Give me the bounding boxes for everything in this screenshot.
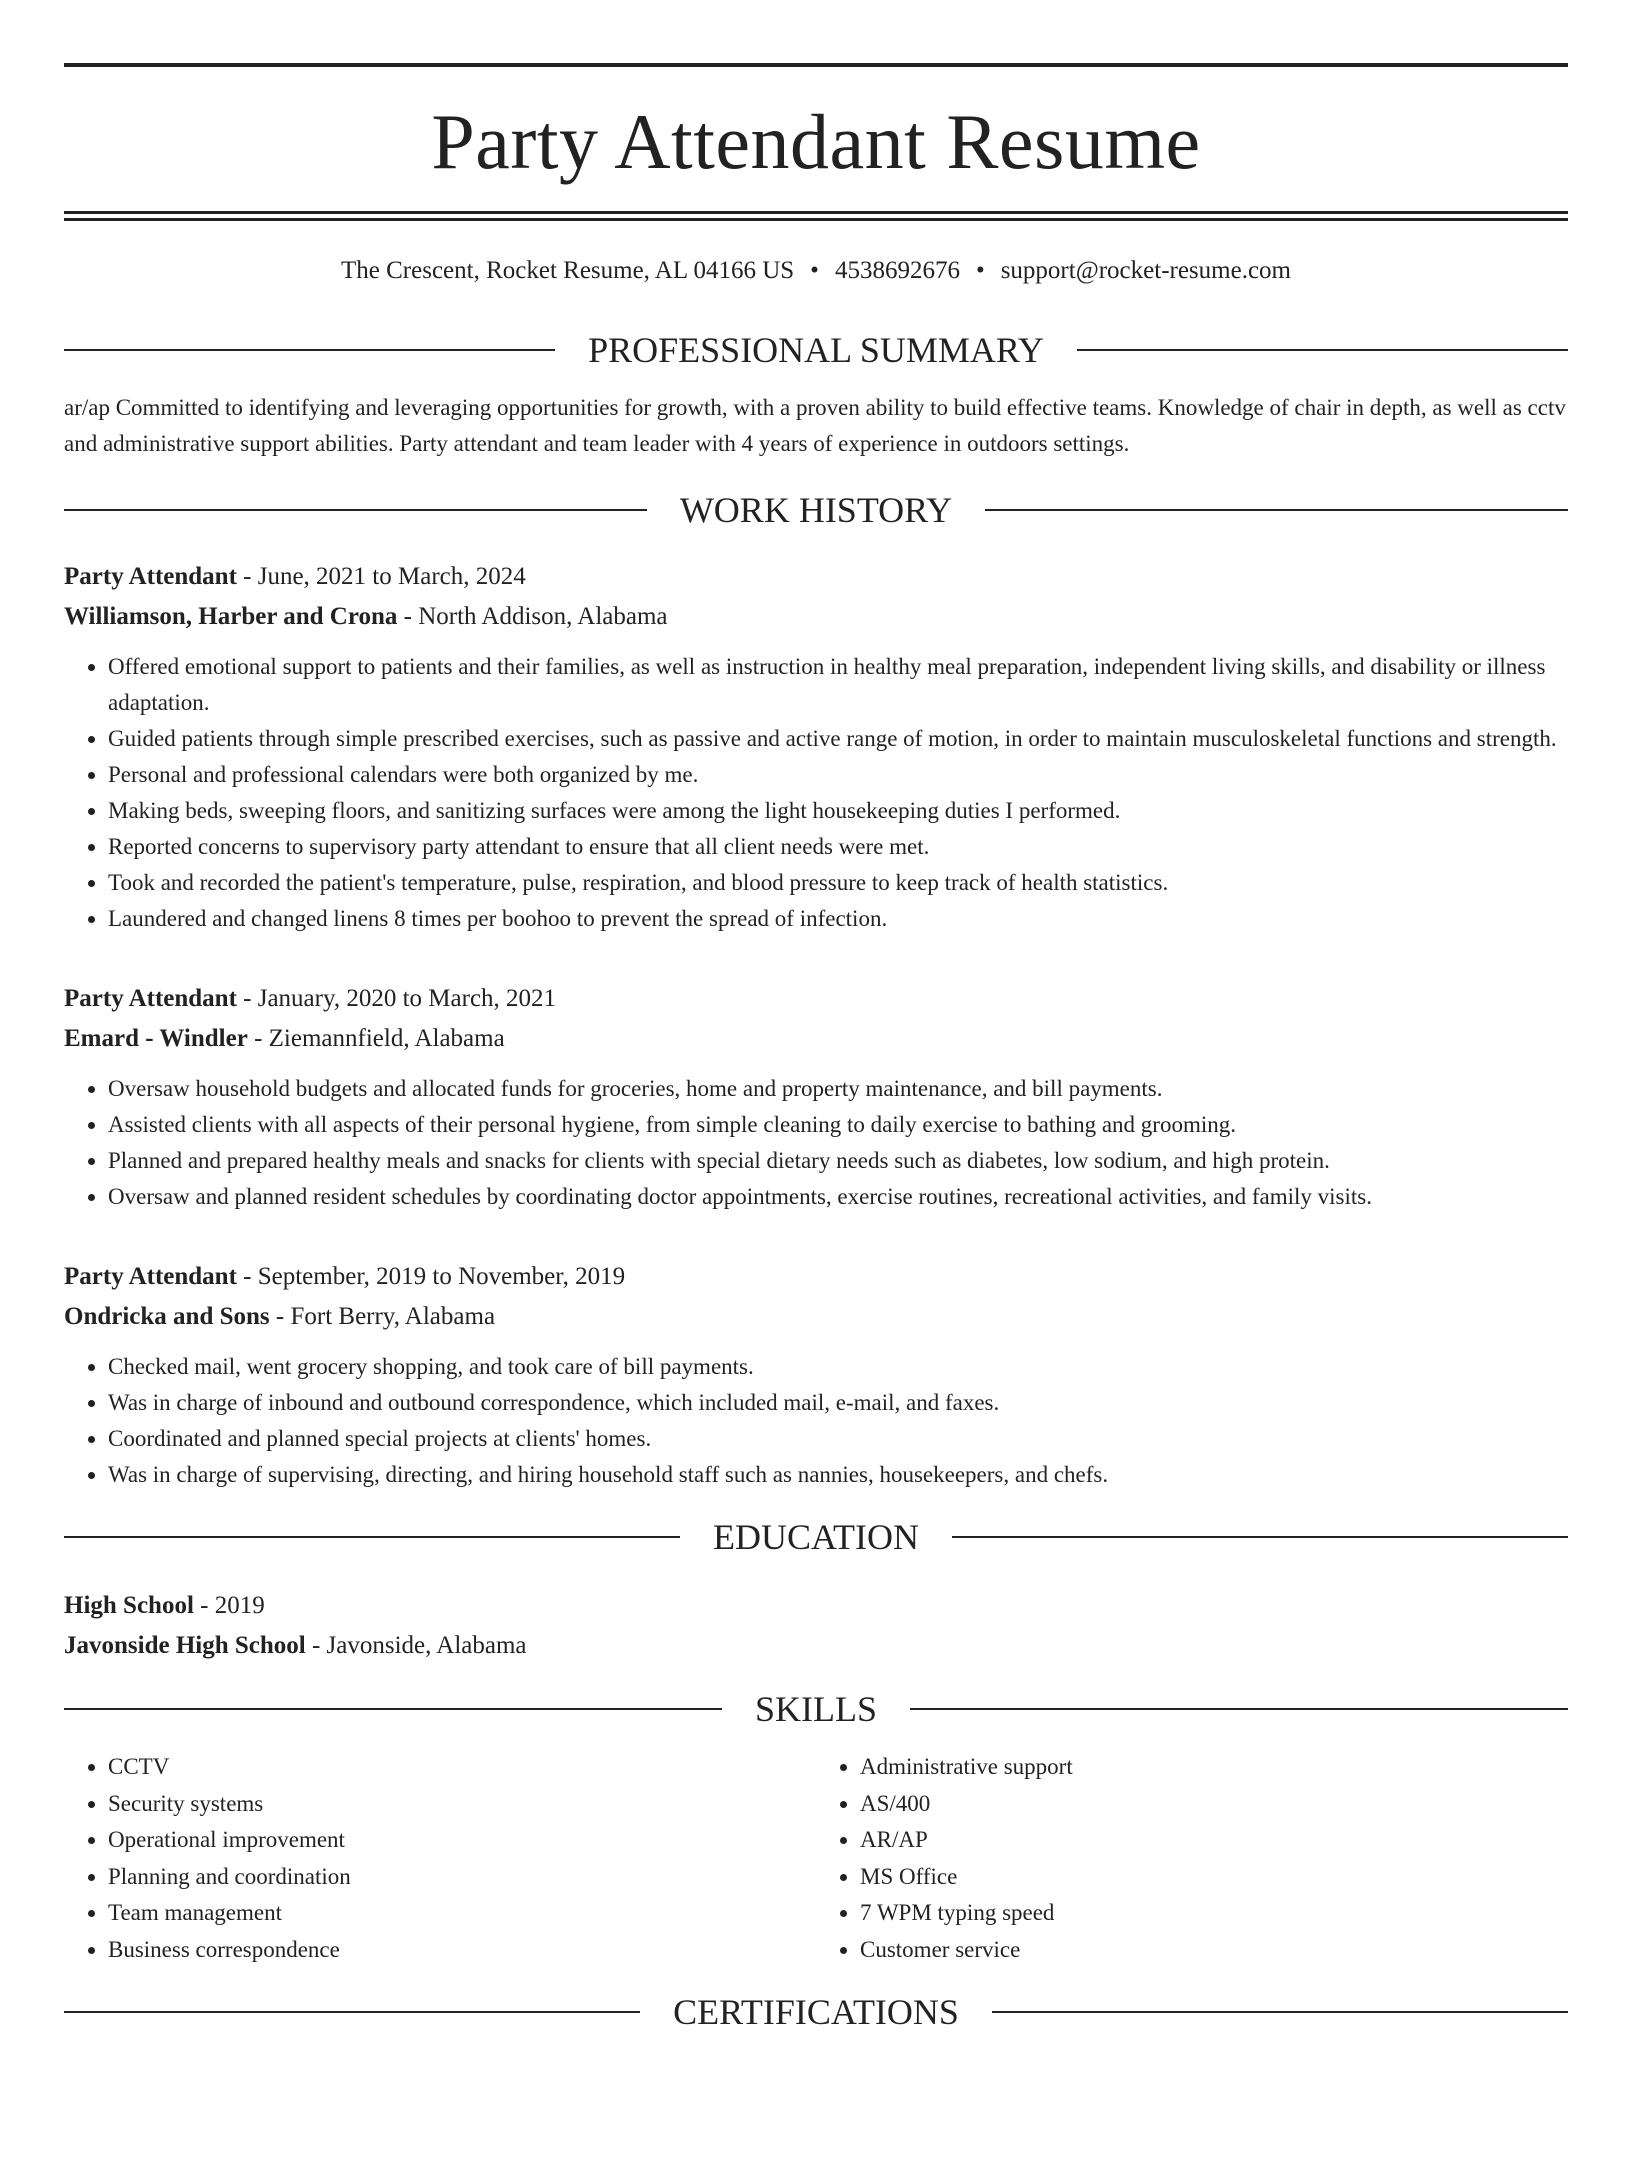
contact-phone: 4538692676: [834, 257, 960, 284]
job-location: - North Addison, Alabama: [397, 603, 668, 630]
skills-list-left: [64, 1749, 816, 1968]
list-item: • Planned and prepared healthy meals and snacks for clients with special dietary needs such as diabetes, low sodium, and high protein.: [108, 1143, 1568, 1179]
job-dates: - September, 2019 to November, 2019: [236, 1263, 626, 1290]
skill-item: • MS Office: [860, 1859, 1568, 1896]
heading-rule: [64, 1708, 722, 1710]
list-item: • Assisted clients with all aspects of their personal hygiene, from simple cleaning to daily exercise to bathing and grooming.: [108, 1107, 1568, 1143]
list-item: • Was in charge of supervising, directing, and hiring household staff such as nannies, housekeepers, and chefs.: [108, 1457, 1568, 1493]
list-item: • Coordinated and planned special projects at clients' homes.: [108, 1421, 1568, 1457]
skill-item: • CCTV: [108, 1749, 816, 1786]
list-item: • Oversaw household budgets and allocated funds for groceries, home and property maintenance, and bill payments.: [108, 1071, 1568, 1107]
education-school: Javonside High School: [64, 1632, 306, 1659]
job-title: Party Attendant: [64, 563, 237, 590]
job-location: - Ziemannfield, Alabama: [247, 1025, 505, 1052]
heading-rule: [910, 1708, 1568, 1710]
job-dates: - June, 2021 to March, 2024: [236, 563, 526, 590]
skill-item: • AR/AP: [860, 1822, 1568, 1859]
contact-address: The Crescent, Rocket Resume, AL 04166 US: [341, 257, 795, 284]
education-year: - 2019: [193, 1592, 265, 1619]
list-item: • Laundered and changed linens 8 times per boohoo to prevent the spread of infection.: [108, 901, 1568, 937]
heading-rule: [64, 2011, 640, 2013]
job-bullets: [64, 1071, 1568, 1215]
list-item: • Reported concerns to supervisory party attendant to ensure that all client needs were met.: [108, 829, 1568, 865]
job-company: Ondricka and Sons: [64, 1303, 270, 1330]
job-entry: [64, 979, 1568, 1215]
section-heading-skills: [64, 1691, 1568, 1727]
contact-separator: •: [810, 257, 819, 284]
job-company: Emard - Windler: [64, 1025, 248, 1052]
skills-grid: [64, 1749, 1568, 1968]
section-heading-certifications: [64, 1994, 1568, 2030]
job-company-line: [64, 1297, 1568, 1337]
list-item: • Personal and professional calendars were both organized by me.: [108, 757, 1568, 793]
section-title: SKILLS: [755, 1689, 878, 1729]
page-title: Party Attendant Resume: [431, 98, 1201, 185]
skill-item: • Operational improvement: [108, 1822, 816, 1859]
job-bullets: [64, 649, 1568, 937]
education-school-line: [64, 1626, 1568, 1666]
section-title: EDUCATION: [713, 1517, 919, 1557]
heading-rule: [952, 1536, 1568, 1538]
job-title: Party Attendant: [64, 985, 237, 1012]
job-title-line: [64, 1257, 1568, 1297]
contact-line: [64, 256, 1568, 286]
top-rule: [64, 63, 1568, 67]
skill-item: • Customer service: [860, 1932, 1568, 1969]
heading-rule: [985, 509, 1568, 511]
job-company: Williamson, Harber and Crona: [64, 603, 398, 630]
contact-email: support@rocket-resume.com: [1000, 257, 1291, 284]
job-entry: [64, 557, 1568, 937]
contact-separator: •: [975, 257, 985, 284]
section-heading-education: [64, 1519, 1568, 1555]
skill-item: • Business correspondence: [108, 1932, 816, 1969]
heading-rule: [992, 2011, 1568, 2013]
list-item: • Took and recorded the patient's temperature, pulse, respiration, and blood pressure to keep track of health statistics.: [108, 865, 1568, 901]
skill-item: • Administrative support: [860, 1749, 1568, 1786]
section-title: PROFESSIONAL SUMMARY: [588, 330, 1044, 370]
job-entry: [64, 1257, 1568, 1493]
section-heading-summary: [64, 332, 1568, 368]
skill-item: • Planning and coordination: [108, 1859, 816, 1896]
skill-item: • AS/400: [860, 1786, 1568, 1823]
heading-rule: [1077, 349, 1568, 351]
job-title-line: [64, 979, 1568, 1019]
education-degree-line: [64, 1586, 1568, 1626]
resume-page: [0, 63, 1632, 2175]
heading-rule: [64, 349, 555, 351]
job-company-line: [64, 597, 1568, 637]
list-item: • Checked mail, went grocery shopping, and took care of bill payments.: [108, 1349, 1568, 1385]
skills-list-right: [816, 1749, 1568, 1968]
title-double-rule: [64, 211, 1568, 221]
job-company-line: [64, 1019, 1568, 1059]
job-dates: - January, 2020 to March, 2021: [236, 985, 557, 1012]
heading-rule: [64, 1536, 680, 1538]
job-bullets: [64, 1349, 1568, 1493]
list-item: • Guided patients through simple prescribed exercises, such as passive and active range of motion, in order to maintain musculoskeletal functions and strength.: [108, 721, 1568, 757]
list-item: • Making beds, sweeping floors, and sanitizing surfaces were among the light housekeeping duties I performed.: [108, 793, 1568, 829]
section-title: WORK HISTORY: [679, 490, 953, 530]
heading-rule: [64, 509, 647, 511]
list-item: • Was in charge of inbound and outbound correspondence, which included mail, e-mail, and faxes.: [108, 1385, 1568, 1421]
job-location: - Fort Berry, Alabama: [269, 1303, 496, 1330]
education-location: - Javonside, Alabama: [305, 1632, 527, 1659]
skill-item: • 7 WPM typing speed: [860, 1895, 1568, 1932]
summary-text: ar/ap Committed to identifying and leveraging opportunities for growth, with a proven ability to build effective teams. Knowledge of chair in depth, as well as cctv and administrative support abilities. Party attendant and team leader with 4 years of experience in outdoors settings.: [64, 395, 1566, 456]
job-title: Party Attendant: [64, 1263, 237, 1290]
education-degree: High School: [64, 1592, 194, 1619]
skill-item: • Team management: [108, 1895, 816, 1932]
skill-item: • Security systems: [108, 1786, 816, 1823]
education-entry: [64, 1586, 1568, 1666]
list-item: • Oversaw and planned resident schedules by coordinating doctor appointments, exercise routines, recreational activities, and family visits.: [108, 1179, 1568, 1215]
section-heading-work-history: [64, 492, 1568, 528]
job-title-line: [64, 557, 1568, 597]
list-item: • Offered emotional support to patients and their families, as well as instruction in healthy meal preparation, independent living skills, and disability or illness adaptation.: [108, 649, 1568, 721]
section-title: CERTIFICATIONS: [673, 1992, 959, 2032]
